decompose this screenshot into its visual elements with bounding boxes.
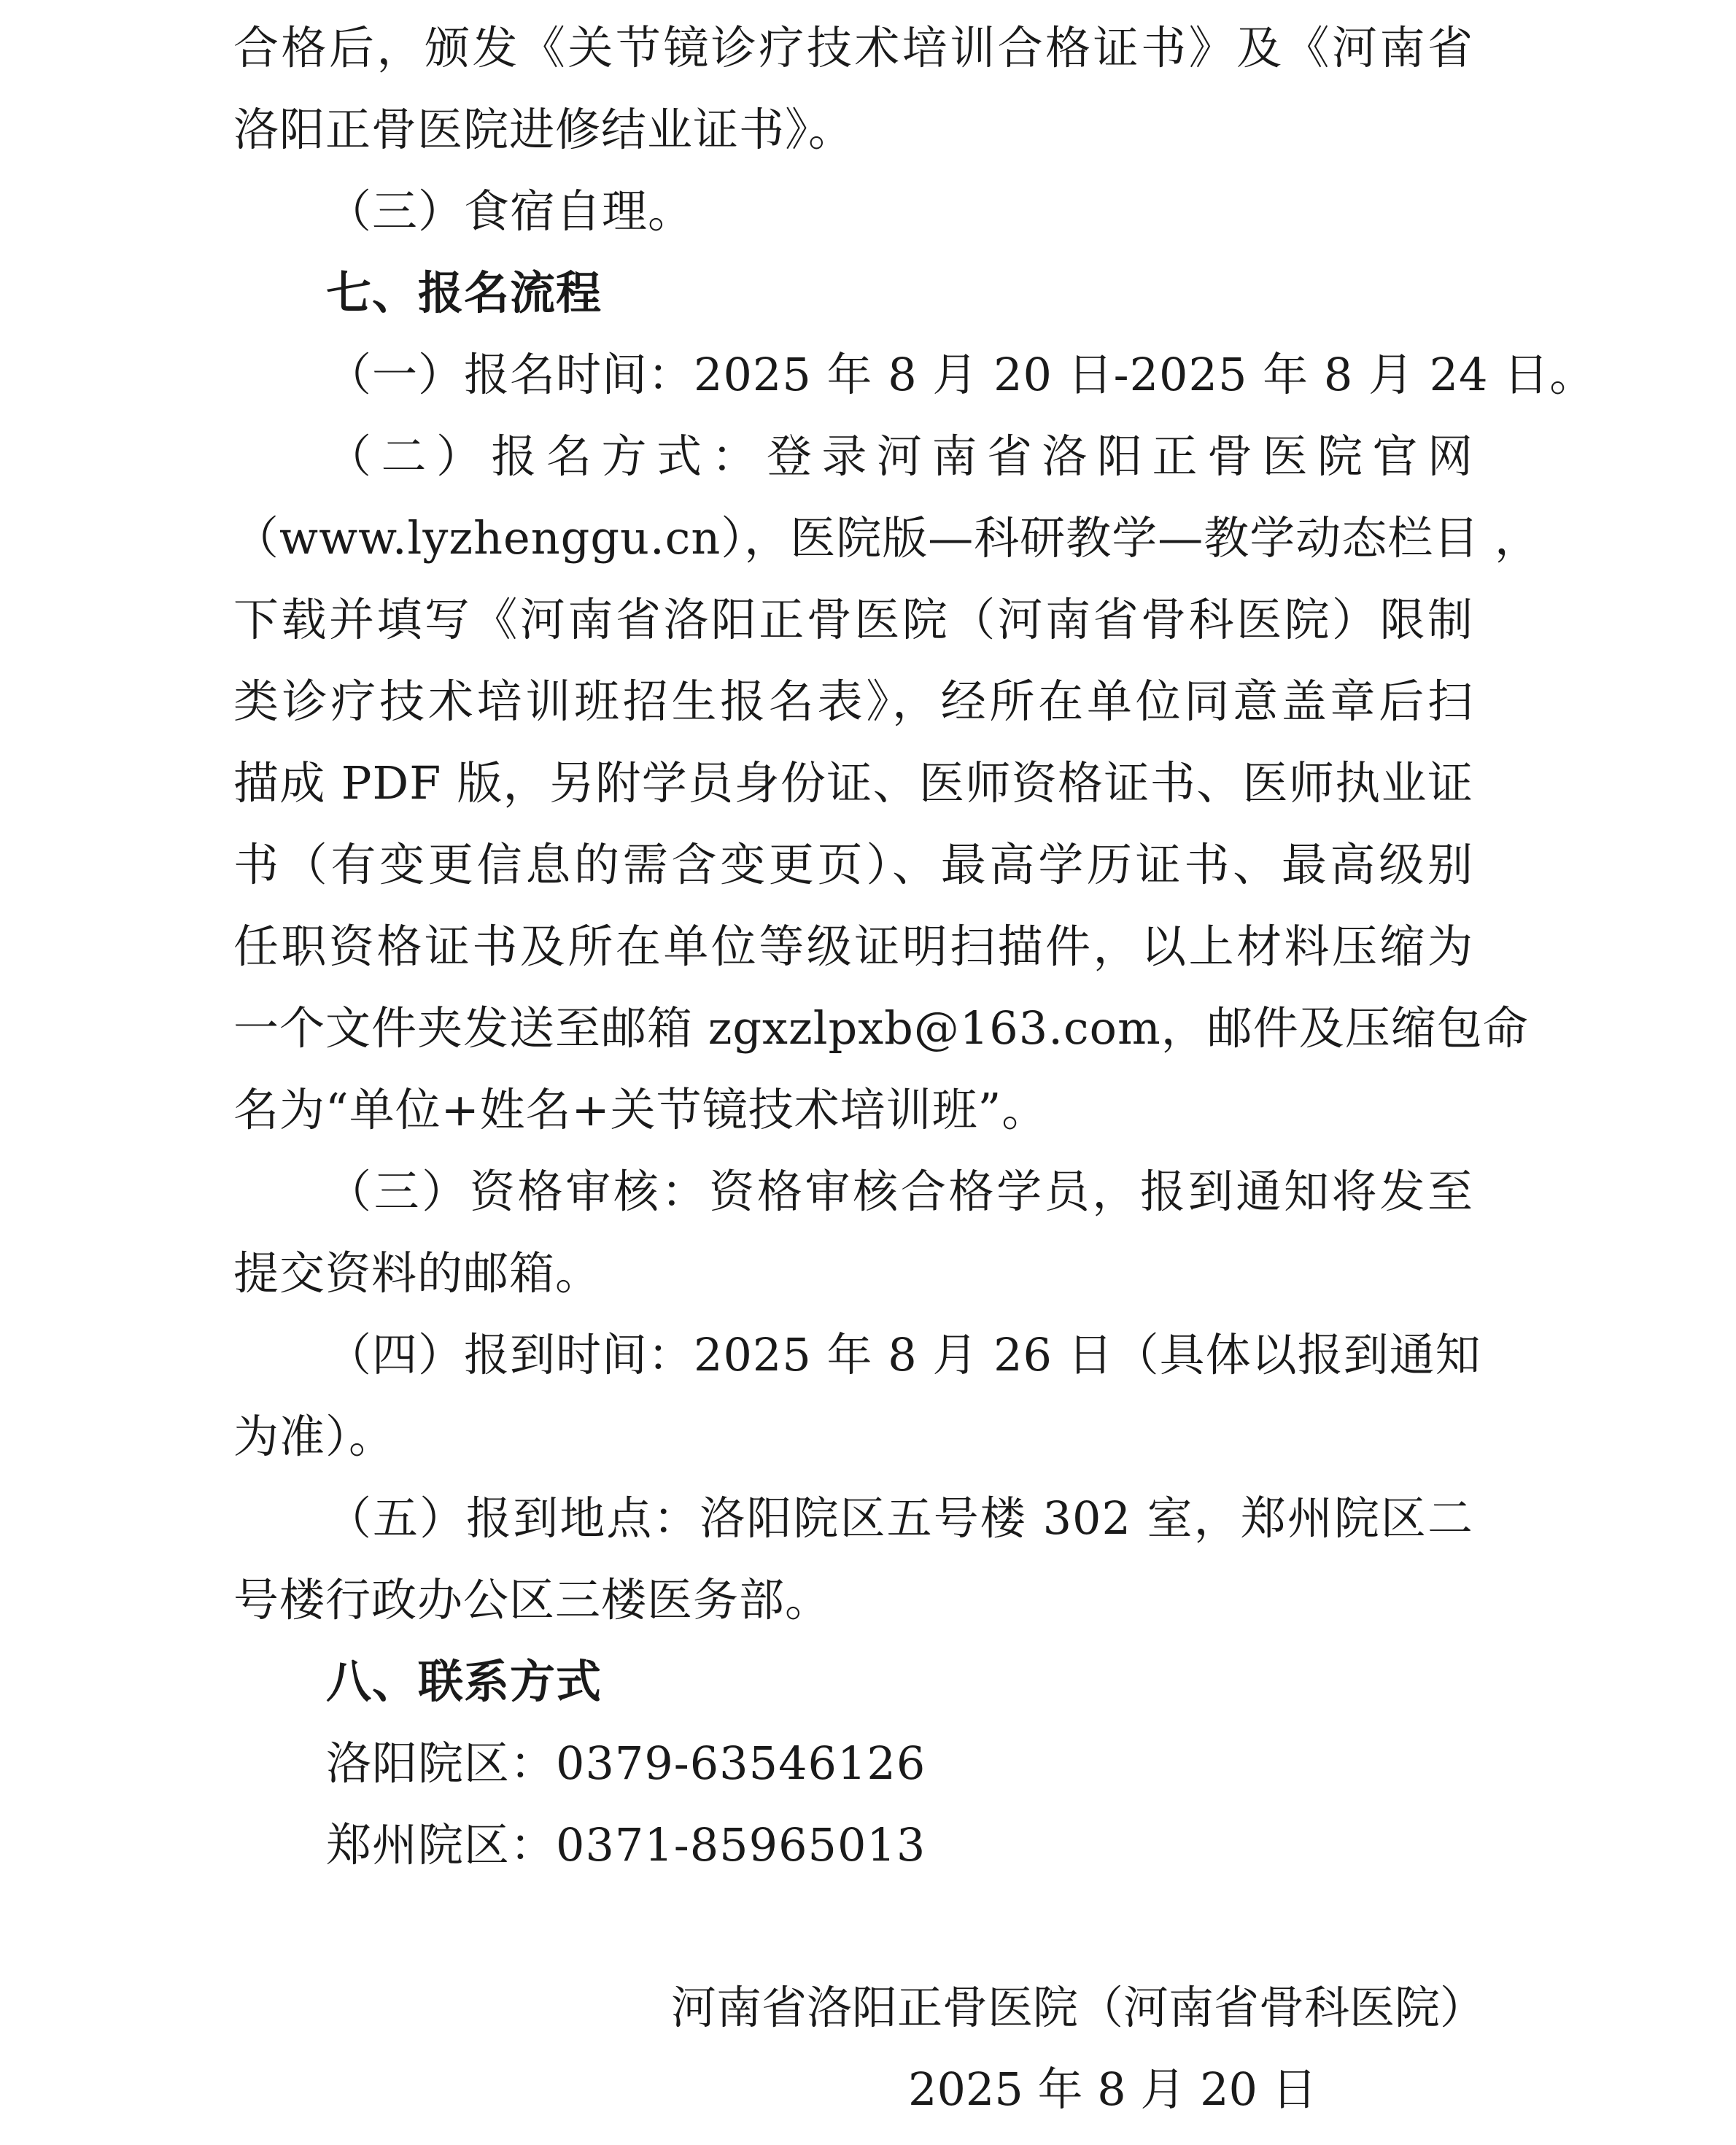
report-location-line-1: （五）报到地点：洛阳院区五号楼 302 室，郑州院区二 xyxy=(326,1492,1473,1545)
registration-method-line-8: 一个文件夹发送至邮箱 zgxzlpxb@163.com，邮件及压缩包命 xyxy=(233,1001,1529,1055)
signature-date: 2025 年 8 月 20 日 xyxy=(908,2063,1317,2116)
signature-organization: 河南省洛阳正骨医院（河南省骨科医院） xyxy=(671,1981,1486,2034)
registration-method-line-9: 名为“单位+姓名+关节镜技术培训班”。 xyxy=(233,1083,1048,1136)
registration-method-line-5: 描成 PDF 版，另附学员身份证、医师资格证书、医师执业证 xyxy=(233,756,1473,810)
item-boarding: （三）食宿自理。 xyxy=(326,185,694,238)
section-8-title: 八、联系方式 xyxy=(326,1655,602,1708)
contact-zhengzhou: 郑州院区：0371-85965013 xyxy=(326,1818,926,1871)
section-7-title: 七、报名流程 xyxy=(326,266,602,319)
report-time-line-2: 为准）。 xyxy=(233,1410,395,1463)
report-location-line-2: 号楼行政办公区三楼医务部。 xyxy=(233,1573,832,1626)
registration-method-line-2: （www.lyzhenggu.cn），医院版—科研教学—教学动态栏目 ， xyxy=(233,511,1541,565)
registration-method-line-1: （二）报名方式：登录河南省洛阳正骨医院官网 xyxy=(326,430,1473,483)
continuation-line-1: 合格后，颁发《关节镜诊疗技术培训合格证书》及《河南省 xyxy=(233,21,1473,74)
registration-method-line-7: 任职资格证书及所在单位等级证明扫描件，以上材料压缩为 xyxy=(233,920,1473,973)
continuation-line-2: 洛阳正骨医院进修结业证书》。 xyxy=(233,103,855,156)
registration-time: （一）报名时间：2025 年 8 月 20 日-2025 年 8 月 24 日。 xyxy=(326,348,1596,401)
contact-luoyang: 洛阳院区：0379-63546126 xyxy=(326,1737,926,1790)
registration-method-line-3: 下载并填写《河南省洛阳正骨医院（河南省骨科医院）限制 xyxy=(233,593,1473,646)
registration-method-line-4: 类诊疗技术培训班招生报名表》，经所在单位同意盖章后扫 xyxy=(233,675,1473,728)
qualification-review-line-1: （三）资格审核：资格审核合格学员，报到通知将发至 xyxy=(326,1165,1473,1218)
registration-method-line-6: 书（有变更信息的需含变更页）、最高学历证书、最高级别 xyxy=(233,838,1473,891)
qualification-review-line-2: 提交资料的邮箱。 xyxy=(233,1246,602,1300)
report-time-line-1: （四）报到时间：2025 年 8 月 26 日（具体以报到通知 xyxy=(326,1328,1481,1381)
